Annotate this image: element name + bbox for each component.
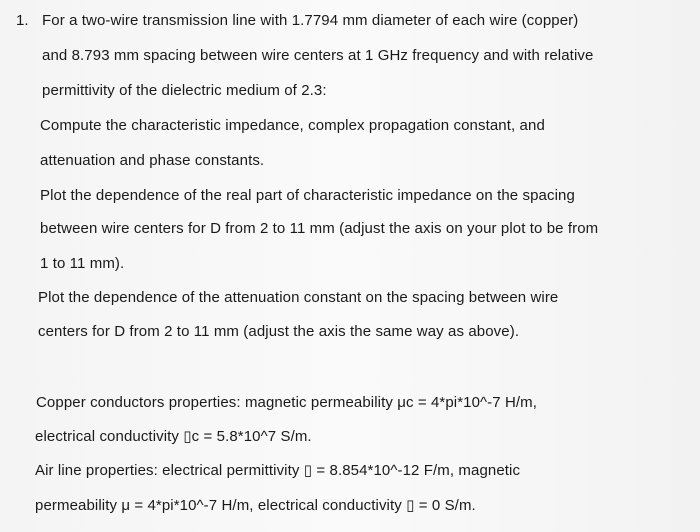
problem-line-7: between wire centers for D from 2 to 11 mm (adjust the axis on your plot to be from <box>40 220 599 237</box>
problem-line-6: Plot the dependence of the real part of characteristic impedance on the spacing <box>40 187 575 204</box>
problem-line-2: and 8.793 mm spacing between wire centers at 1 GHz frequency and with relative <box>42 47 594 64</box>
problem-line-1: For a two-wire transmission line with 1.7794 mm diameter of each wire (copper) <box>42 12 579 29</box>
problem-line-11: Copper conductors properties: magnetic permeability μc = 4*pi*10^-7 H/m, <box>36 394 538 411</box>
problem-line-4: Compute the characteristic impedance, complex propagation constant, and <box>40 117 545 134</box>
problem-line-12: electrical conductivity ▯c = 5.8*10^7 S/m. <box>35 428 312 445</box>
problem-number: 1. <box>16 12 29 29</box>
problem-line-8: 1 to 11 mm). <box>40 255 125 272</box>
problem-line-14: permeability μ = 4*pi*10^-7 H/m, electrical conductivity ▯ = 0 S/m. <box>35 497 476 514</box>
problem-line-3: permittivity of the dielectric medium of 2.3: <box>42 82 327 99</box>
problem-line-9: Plot the dependence of the attenuation constant on the spacing between wire <box>38 289 559 306</box>
problem-line-10: centers for D from 2 to 11 mm (adjust the axis the same way as above). <box>38 323 520 340</box>
problem-line-13: Air line properties: electrical permittivity ▯ = 8.854*10^-12 F/m, magnetic <box>35 462 521 479</box>
problem-line-5: attenuation and phase constants. <box>40 152 265 169</box>
